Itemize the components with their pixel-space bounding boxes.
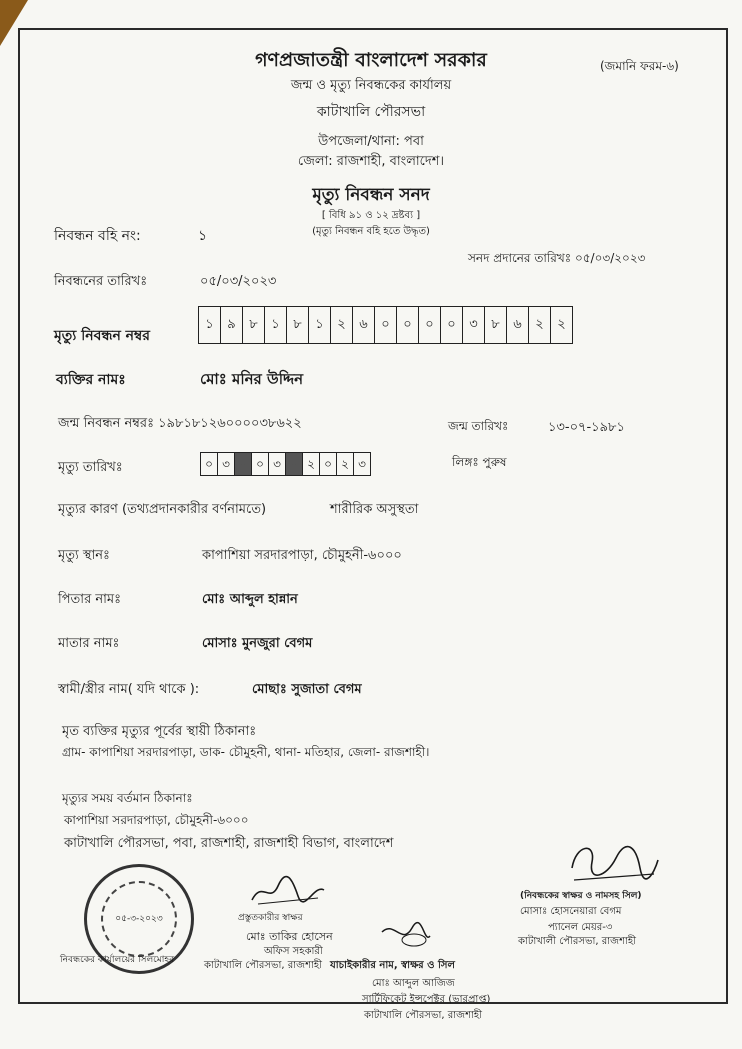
certificate-title: মৃত্যু নিবন্ধন সনদ (312, 185, 430, 205)
death-reg-digit: ১ (199, 307, 221, 343)
reg-date-label: নিবন্ধনের তারিখঃ (54, 274, 148, 289)
form-number: (জমানি ফরম-৬) (600, 59, 679, 73)
dob-value: ১৩-০৭-১৯৮১ (548, 420, 625, 435)
verifier-designation: সার্টিফিকেট ইন্সপেক্টর (ভারপ্রাপ্ত) (362, 994, 491, 1005)
present-address-label: মৃত্যুর সময় বর্তমান ঠিকানাঃ (62, 791, 193, 805)
name-value: মোঃ মনির উদ্দিন (200, 370, 304, 388)
death-reg-digit: ১ (309, 307, 331, 343)
preparer-office: কাটাখালি পৌরসভা, রাজশাহী (204, 960, 323, 971)
registrar-office: কাটাখালী পৌরসভা, রাজশাহী (518, 936, 637, 947)
cause-value: শারীরিক অসুস্থতা (330, 502, 419, 517)
preparer-designation: অফিস সহকারী (264, 946, 323, 957)
preparer-signature (248, 874, 328, 908)
dod-digit: - (286, 453, 303, 475)
name-label: ব্যক্তির নামঃ (56, 372, 126, 388)
seal-date: ০৫-৩-২০২৩ (115, 914, 163, 924)
mother-label: মাতার নামঃ (58, 636, 120, 651)
death-reg-digit: ২ (529, 307, 551, 343)
permanent-address-label: মৃত ব্যক্তির মৃত্যুর পূর্বের স্থায়ী ঠিকানাঃ (62, 724, 257, 739)
dod-digit: ৩ (358, 457, 366, 471)
father-value: মোঃ আব্দুল হান্নান (202, 592, 298, 607)
dod-digit: ০ (252, 453, 269, 475)
death-reg-digit: ০ (397, 307, 419, 343)
verifier-signature (378, 918, 434, 952)
place-label: মৃত্যু স্থানঃ (58, 548, 110, 563)
rule-reference: [ বিধি ৯১ ও ১২ দ্রষ্টব্য ] (321, 210, 421, 221)
registrar-designation: প্যানেল মেয়র-৩ (548, 922, 613, 933)
dod-boxes (200, 452, 371, 476)
cause-label: মৃত্যুর কারণ (তথ্যপ্রদানকারীর বর্ণনামতে) (58, 502, 267, 517)
source-note: (মৃত্যু নিবন্ধন বহি হতে উদ্ধৃত) (312, 226, 430, 237)
death-reg-label: মৃত্যু নিবন্ধন নম্বর (54, 328, 150, 344)
death-reg-digit: ৮ (485, 307, 507, 343)
death-reg-digit: ০ (419, 307, 441, 343)
reg-date-value: ০৫/০৩/২০২৩ (200, 274, 277, 289)
dod-label: মৃত্যু তারিখঃ (58, 460, 123, 475)
spouse-label: স্বামী/স্ত্রীর নাম( যদি থাকে ): (58, 682, 200, 697)
dod-digit: ৩ (269, 453, 286, 475)
district-line: জেলা: রাজশাহী, বাংলাদেশ। (297, 154, 445, 169)
death-reg-digit: ২ (557, 317, 566, 332)
registrar-signature (566, 838, 662, 888)
dod-digit: ০ (201, 453, 218, 475)
dod-digit: - (235, 453, 252, 475)
dod-digit: ২ (303, 453, 320, 475)
seal-label: নিবন্ধকের কার্যালয়ের সিলমোহর (60, 955, 175, 965)
death-reg-digit: ৬ (353, 307, 375, 343)
spouse-value: মোছাঃ সুজাতা বেগম (252, 682, 362, 697)
dod-digit: ০ (320, 453, 337, 475)
present-address-line1: কাপাশিয়া সরদারপাড়া, চৌমুহনী-৬০০০ (64, 813, 249, 827)
death-reg-digit: ০ (375, 307, 397, 343)
permanent-address-value: গ্রাম- কাপাশিয়া সরদারপাড়া, ডাক- চৌমুহনী, থানা- মতিহার, জেলা- রাজশাহী। (62, 745, 430, 759)
death-reg-digit: ৯ (221, 307, 243, 343)
upazila-line: উপজেলা/থানা: পবা (318, 134, 424, 149)
present-address-line2: কাটাখালি পৌরসভা, পবা, রাজশাহী, রাজশাহী বিভাগ, বাংলাদেশ (64, 836, 394, 851)
death-reg-digit: ২ (331, 307, 353, 343)
registrar-office: জন্ম ও মৃত্যু নিবন্ধকের কার্যালয় (290, 78, 452, 93)
death-reg-digit: ৮ (287, 307, 309, 343)
registrar-role: (নিবন্ধকের স্বাক্ষর ও নামসহ সিল) (520, 891, 642, 901)
sex-field: লিঙ্গঃ পুরুষ (452, 455, 507, 469)
birth-reg-number: জন্ম নিবন্ধন নম্বরঃ ১৯৮১৮১২৬০০০০৩৮৬২২ (58, 416, 302, 431)
death-reg-digit: ৮ (243, 307, 265, 343)
verifier-office: কাটাখালি পৌরসভা, রাজশাহী (364, 1010, 483, 1021)
mother-value: মোসাঃ মুনজুরা বেগম (202, 636, 313, 651)
dob-label: জন্ম তারিখঃ (448, 419, 509, 433)
municipality-name: কাটাখালি পৌরসভা (316, 104, 426, 120)
book-no-label: নিবন্ধন বহি নং: (54, 228, 141, 244)
verifier-role: যাচাইকারীর নাম, স্বাক্ষর ও সিল (330, 960, 455, 971)
registrar-name: মোসাঃ হোসনেয়ারা বেগম (520, 906, 622, 917)
issue-date: সনদ প্রদানের তারিখঃ ০৫/০৩/২০২৩ (468, 251, 646, 265)
place-value: কাপাশিয়া সরদারপাড়া, চৌমুহনী-৬০০০ (202, 548, 402, 563)
death-reg-digit: ০ (441, 307, 463, 343)
dod-digit: ২ (337, 453, 354, 475)
death-reg-digit: ৩ (463, 307, 485, 343)
father-label: পিতার নামঃ (58, 592, 122, 607)
death-reg-digit: ১ (265, 307, 287, 343)
death-reg-number-boxes (198, 306, 573, 344)
government-title: গণপ্রজাতন্ত্রী বাংলাদেশ সরকার (255, 49, 487, 71)
death-reg-digit: ৬ (507, 307, 529, 343)
verifier-name: মোঃ আব্দুল আজিজ (372, 978, 455, 989)
dod-digit: ৩ (218, 453, 235, 475)
book-no-value: ১ (198, 228, 208, 244)
preparer-role: প্রস্তুতকারীর স্বাক্ষর (238, 913, 303, 923)
preparer-name: মোঃ তাকির হোসেন (246, 930, 333, 943)
